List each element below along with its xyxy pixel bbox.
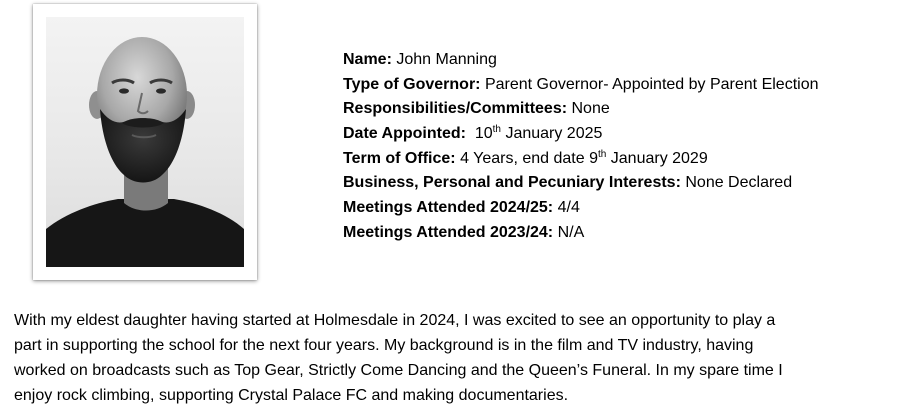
meetings-2425-label: Meetings Attended 2024/25: — [343, 199, 554, 217]
date-appointed-suffix: th — [492, 124, 501, 136]
bio-line: worked on broadcasts such as Top Gear, Strictly Come Dancing and the Queen’s Funeral. In my spare time I — [14, 362, 783, 379]
name-label: Name: — [343, 51, 392, 68]
bio-line: With my eldest daughter having started at Holmesdale in 2024, I was excited to see an opportunity to play a — [14, 312, 776, 329]
responsibilities-label: Responsibilities/Committees: — [343, 100, 568, 118]
governor-details — [343, 48, 818, 246]
responsibilities-value: None — [571, 100, 610, 118]
meetings-2425-value: 4/4 — [557, 199, 580, 217]
detail-name — [343, 48, 818, 73]
type-value: Parent Governor- Appointed by Parent Election — [484, 75, 819, 93]
interests-label: Business, Personal and Pecuniary Interests: — [343, 174, 681, 192]
term-suffix: th — [597, 148, 607, 160]
detail-responsibilities — [343, 97, 818, 122]
portrait-illustration — [46, 17, 244, 267]
term-prefix: 4 Years, end date 9 — [460, 149, 598, 167]
term-label: Term of Office: — [343, 149, 456, 167]
detail-meetings-2324 — [343, 221, 818, 246]
meetings-2324-label: Meetings Attended 2023/24: — [343, 223, 554, 241]
term-rest: January 2029 — [610, 149, 708, 167]
date-appointed-rest: January 2025 — [505, 125, 603, 143]
date-appointed-day: 10 — [474, 125, 493, 143]
type-label: Type of Governor: — [343, 75, 481, 93]
detail-meetings-2425 — [343, 196, 818, 221]
bio-line: enjoy rock climbing, supporting Crystal Palace FC and making documentaries. — [14, 387, 569, 404]
profile-photo-frame — [33, 4, 257, 280]
bio-line: part in supporting the school for the next four years. My background is in the film and TV industry, having — [14, 337, 754, 354]
detail-interests — [343, 171, 818, 196]
biography — [14, 308, 898, 408]
meetings-2324-value: N/A — [557, 223, 585, 241]
name-value: John Manning — [396, 51, 497, 68]
detail-type — [343, 73, 818, 98]
interests-value: None Declared — [685, 174, 793, 192]
detail-date-appointed — [343, 122, 818, 147]
detail-term — [343, 147, 818, 172]
date-appointed-label: Date Appointed: — [343, 125, 466, 143]
profile-photo — [46, 17, 244, 267]
